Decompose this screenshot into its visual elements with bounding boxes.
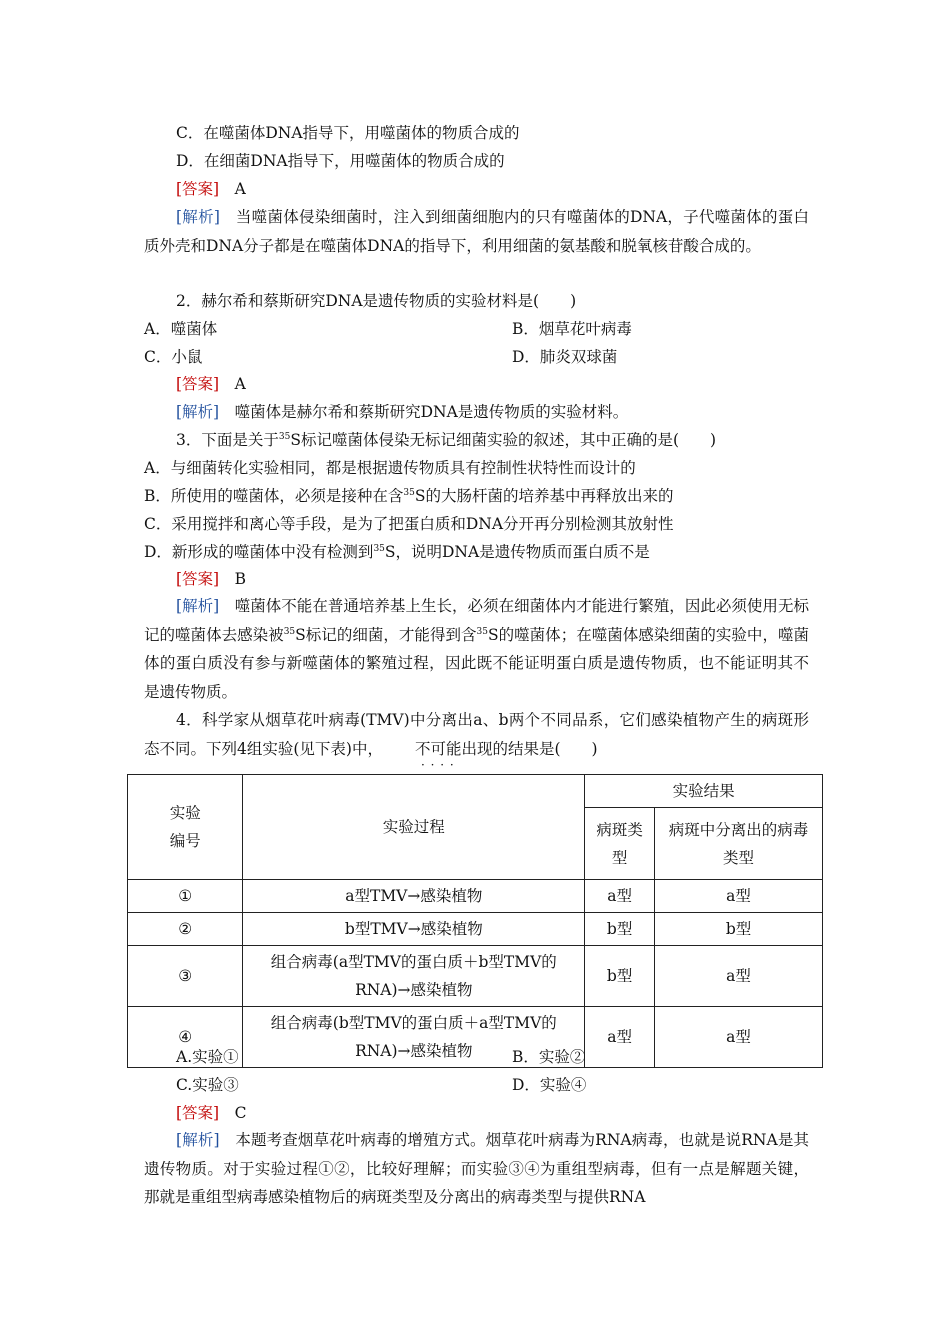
cell-spot: a型 xyxy=(585,880,655,913)
q4-analysis xyxy=(144,1126,809,1212)
q2-option-d: D．肺炎双球菌 xyxy=(512,348,618,366)
q2-answer xyxy=(176,373,246,395)
q1-option-d: D．在细菌DNA指导下，用噬菌体的物质合成的 xyxy=(176,152,505,170)
q4-stem: 4．科学家从烟草花叶病毒(TMV)中分离出a、b两个不同品系，它们感染植物产生的病斑形态不同。下列4组实验(见下表)中， 不可能 · ·出现的结果是( ) xyxy=(144,706,809,763)
q3-stem: 3．下面是关于$^{35}$S标记噬菌体侵染无标记细菌实验的叙述，其中正确的是( ) xyxy=(176,431,717,449)
q3-option-c: C．采用搅拌和离心等手段，是为了把蛋白质和DNA分开再分别检测其放射性 xyxy=(144,515,674,533)
analysis-text: 噬菌体是赫尔希和蔡斯研究DNA是遗传物质的实验材料。 xyxy=(234,403,629,421)
analysis-label: [解析] xyxy=(176,208,220,226)
cell-no: ④ xyxy=(128,1007,243,1068)
q2-analysis xyxy=(176,401,628,423)
q4-option-d: D．实验④ xyxy=(512,1076,587,1094)
header-experiment-no: 实验编号 xyxy=(128,775,243,880)
table-row xyxy=(128,913,823,946)
cell-spot: a型 xyxy=(585,1007,655,1068)
answer-value: C xyxy=(234,1104,247,1122)
cell-process: b型TMV→感染植物 xyxy=(243,913,585,946)
header-virus-type: 病斑中分离出的病毒类型 xyxy=(655,808,823,880)
q1-analysis xyxy=(144,203,809,260)
answer-label: [答案] xyxy=(176,1104,220,1122)
isotope-superscript: 35 xyxy=(403,488,415,498)
header-spot-type: 病斑类型 xyxy=(585,808,655,880)
cell-virus: b型 xyxy=(655,913,823,946)
q2-stem: 2．赫尔希和蔡斯研究DNA是遗传物质的实验材料是( ) xyxy=(176,292,577,310)
q3-answer xyxy=(176,568,246,590)
q4-option-b: B．实验② xyxy=(512,1048,586,1066)
q3-analysis: [解析] 噬菌体不能在普通培养基上生长，必须在细菌体内才能进行繁殖，因此必须使用无标记的噬菌体去感染被$^{35}$S标记的细菌，才能得到含$^{35}$S的噬菌体；在噬菌体感染细菌的实验中，噬菌体的蛋白质没有参与新噬菌体的繁殖过程，因此既不能证明蛋白质是遗传物质，也不能证明其不是遗传物质。 xyxy=(144,597,809,701)
experiment-table xyxy=(127,774,823,1068)
isotope-superscript: 35 xyxy=(283,626,296,637)
cell-no: ② xyxy=(128,913,243,946)
analysis-label: [解析] xyxy=(176,597,220,615)
cell-spot: b型 xyxy=(585,913,655,946)
analysis-label: [解析] xyxy=(176,403,220,421)
header-result: 实验结果 xyxy=(585,775,823,808)
cell-no: ③ xyxy=(128,946,243,1007)
q4-option-a: A.实验① xyxy=(176,1048,239,1066)
isotope-superscript: 35 xyxy=(373,544,385,554)
table-row xyxy=(128,946,823,1007)
q4-answer xyxy=(176,1102,247,1124)
cell-spot: b型 xyxy=(585,946,655,1007)
analysis-text: 本题考查烟草花叶病毒的增殖方式。烟草花叶病毒为RNA病毒，也就是说RNA是其遗传物质。对于实验过程①②，比较好理解；而实验③④为重组型病毒，但有一点是解题关键，那就是重组型病毒感染植物后的病斑类型及分离出的病毒类型与提供RNA xyxy=(144,1131,809,1207)
analysis-label: [解析] xyxy=(176,1131,220,1149)
cell-no: ① xyxy=(128,880,243,913)
table-row xyxy=(128,880,823,913)
header-process: 实验过程 xyxy=(243,775,585,880)
answer-label: [答案] xyxy=(176,180,220,198)
isotope-superscript: 35 xyxy=(476,626,488,637)
q3-option-a: A．与细菌转化实验相同，都是根据遗传物质具有控制性状特性而设计的 xyxy=(144,459,636,477)
q1-answer xyxy=(176,178,246,200)
answer-value: A xyxy=(234,180,246,198)
answer-label: [答案] xyxy=(176,375,220,393)
cell-virus: a型 xyxy=(655,880,823,913)
cell-process: 组合病毒(a型TMV的蛋白质＋b型TMV的RNA)→感染植物 xyxy=(243,946,585,1007)
cell-virus: a型 xyxy=(655,1007,823,1068)
q2-option-b: B．烟草花叶病毒 xyxy=(512,320,632,338)
q3-option-d: D．新形成的噬菌体中没有检测到$^{35}$S，说明DNA是遗传物质而蛋白质不是 xyxy=(144,543,650,561)
cell-process: a型TMV→感染植物 xyxy=(243,880,585,913)
q2-option-c: C．小鼠 xyxy=(144,348,203,366)
cell-process: 组合病毒(b型TMV的蛋白质＋a型TMV的RNA)→感染植物 xyxy=(243,1007,585,1068)
cell-virus: a型 xyxy=(655,946,823,1007)
answer-value: B xyxy=(234,570,247,588)
analysis-text: 当噬菌体侵染细菌时，注入到细菌细胞内的只有噬菌体的DNA，子代噬菌体的蛋白质外壳和DNA分子都是在噬菌体DNA的指导下，利用细菌的氨基酸和脱氧核苷酸合成的。 xyxy=(144,208,809,255)
answer-value: A xyxy=(234,375,246,393)
q3-option-b: B．所使用的噬菌体，必须是接种在含$^{35}$S的大肠杆菌的培养基中再释放出来的 xyxy=(144,487,674,505)
answer-label: [答案] xyxy=(176,570,220,588)
q4-option-c: C.实验③ xyxy=(176,1076,239,1094)
emphasis-text: 不可能 · · xyxy=(383,735,462,764)
q1-option-c: C．在噬菌体DNA指导下，用噬菌体的物质合成的 xyxy=(176,124,520,142)
isotope-superscript: 35 xyxy=(278,432,291,442)
q2-option-a: A．噬菌体 xyxy=(144,320,218,338)
